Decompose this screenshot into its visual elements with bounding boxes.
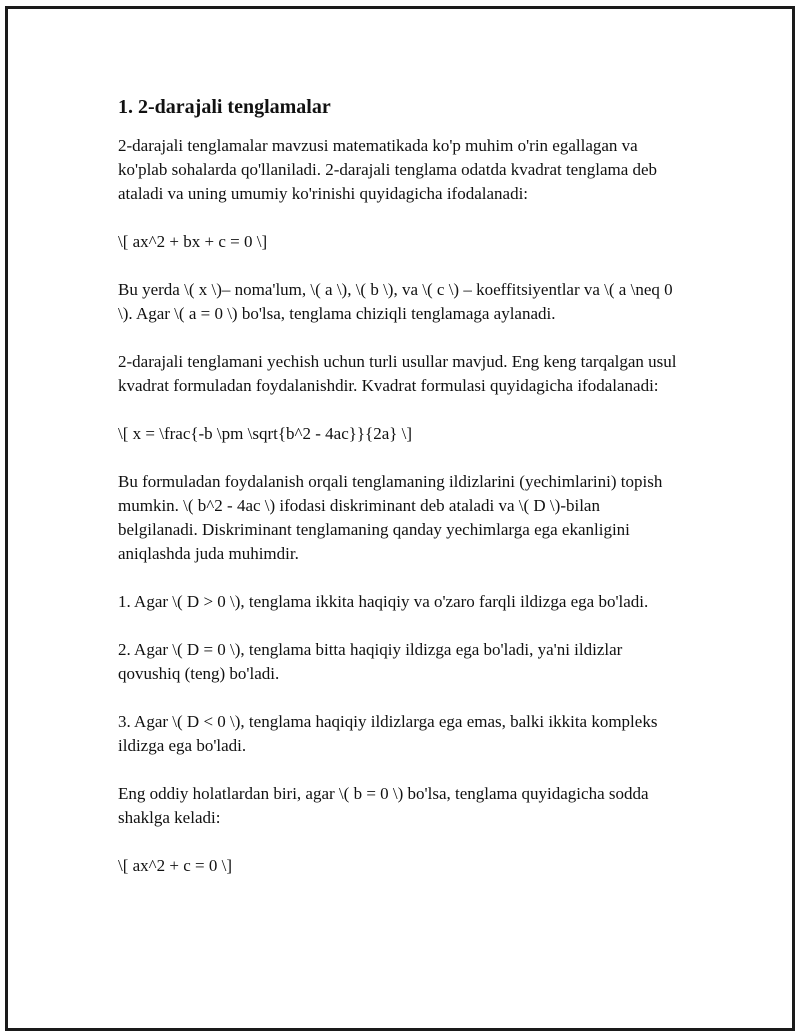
- general-form-equation: \[ ax^2 + bx + c = 0 \]: [118, 232, 268, 251]
- quadratic-formula-equation: \[ x = \frac{-b \pm \sqrt{b^2 - 4ac}}{2a} \]: [118, 424, 413, 443]
- document-body: [118, 92, 678, 902]
- simple-form-equation: \[ ax^2 + c = 0 \]: [118, 856, 233, 875]
- discriminant-paragraph: Bu formuladan foydalanish orqali tenglamaning ildizlarini (yechimlarini) topish mumkin. \( b^2 - 4ac \) ifodasi diskriminant deb ataladi va \( D \)-bilan belgilanadi. Diskriminant tenglamaning qanday yechimlarga ega ekanligini aniqlashda juda muhimdir.: [118, 472, 663, 563]
- case-zero-discriminant: 2. Agar \( D = 0 \), tenglama bitta haqiqiy ildizga ega bo'ladi, ya'ni ildizlar qovushiq (teng) bo'ladi.: [118, 640, 623, 683]
- intro-paragraph: 2-darajali tenglamalar mavzusi matematikada ko'p muhim o'rin egallagan va ko'plab sohalarda qo'llaniladi. 2-darajali tenglama odatda kvadrat tenglama deb ataladi va uning umumiy ko'rinishi quyidagicha ifodalanadi:: [118, 136, 658, 203]
- simple-case-paragraph: Eng oddiy holatlardan biri, agar \( b = 0 \) bo'lsa, tenglama quyidagicha sodda shaklga keladi:: [118, 784, 649, 827]
- case-negative-discriminant: 3. Agar \( D < 0 \), tenglama haqiqiy ildizlarga ega emas, balki ikkita kompleks ildizga ega bo'ladi.: [118, 712, 658, 755]
- methods-paragraph: 2-darajali tenglamani yechish uchun turli usullar mavjud. Eng keng tarqalgan usul kvadrat formuladan foydalanishdir. Kvadrat formulasi quyidagicha ifodalanadi:: [118, 352, 677, 395]
- coefficients-paragraph: Bu yerda \( x \)– noma'lum, \( a \), \( b \), va \( c \) – koeffitsiyentlar va \( a \neq 0 \). Agar \( a = 0 \) bo'lsa, tenglama chiziqli tenglamaga aylanadi.: [118, 280, 673, 323]
- case-positive-discriminant: 1. Agar \( D > 0 \), tenglama ikkita haqiqiy va o'zaro farqli ildizga ega bo'ladi.: [118, 592, 649, 611]
- section-heading: 1. 2-darajali tenglamalar: [118, 96, 331, 118]
